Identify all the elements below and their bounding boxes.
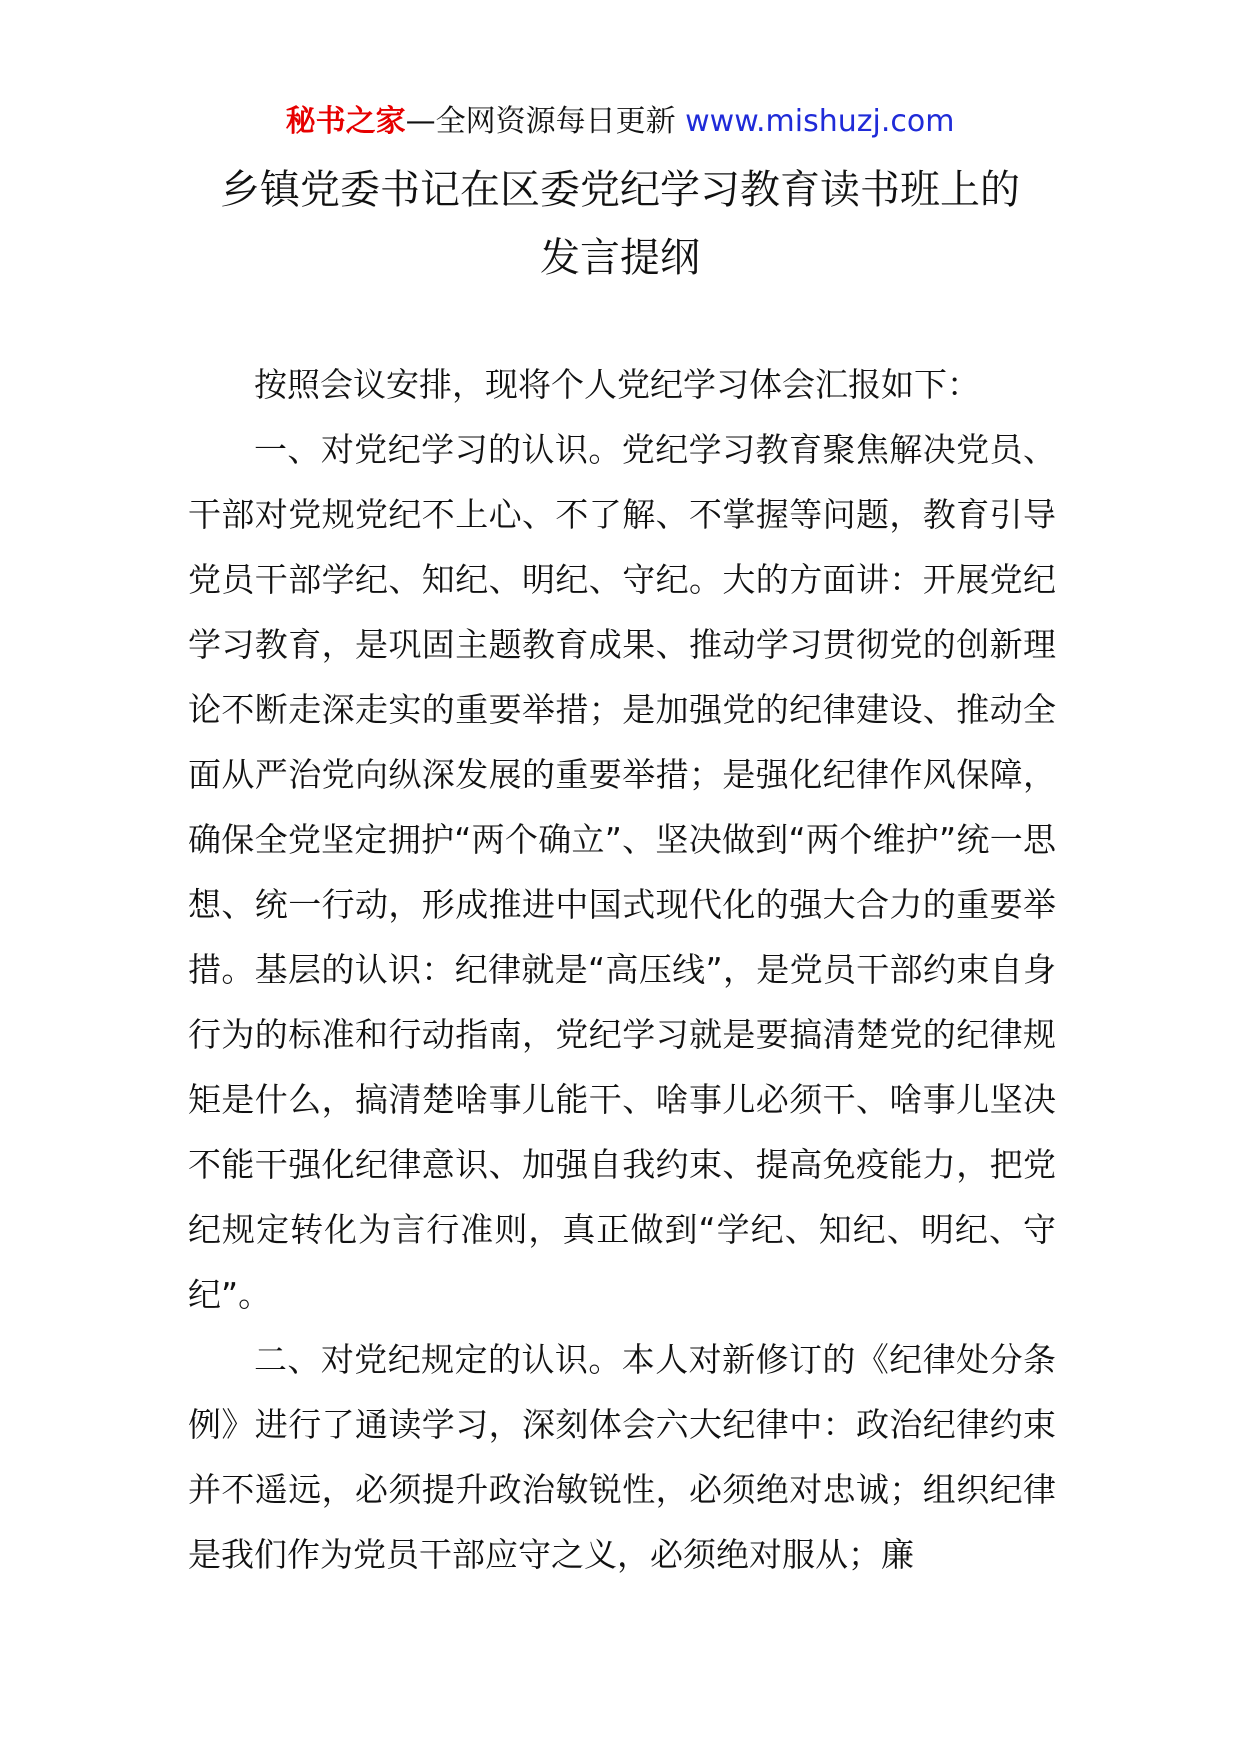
paragraph-section-2: 二、对党纪规定的认识。本人对新修订的《纪律处分条例》进行了通读学习，深刻体会六大纪律中：政治纪律约束并不遥远，必须提升政治敏锐性，必须绝对忠诚；组织纪律是我们作为党员干部应守之义，必须绝对服从；廉	[188, 1340, 1056, 1574]
document-body	[188, 352, 1056, 1587]
watermark-header	[0, 102, 1240, 142]
brand-tagline: —全网资源每日更新	[405, 104, 676, 139]
title-line-2: 发言提纲	[540, 235, 700, 281]
site-url[interactable]: www.mishuzj.com	[685, 104, 955, 139]
paragraph-intro: 按照会议安排，现将个人党纪学习体会汇报如下：	[254, 365, 980, 404]
paragraph-section-1: 一、对党纪学习的认识。党纪学习教育聚焦解决党员、干部对党规党纪不上心、不了解、不掌握等问题，教育引导党员干部学纪、知纪、明纪、守纪。大的方面讲：开展党纪学习教育，是巩固主题教育成果、推动学习贯彻党的创新理论不断走深走实的重要举措；是加强党的纪律建设、推动全面从严治党向纵深发展的重要举措；是强化纪律作风保障，确保全党坚定拥护“两个确立”、坚决做到“两个维护”统一思想、统一行动，形成推进中国式现代化的强大合力的重要举措。基层的认识：纪律就是“高压线”，是党员干部约束自身行为的标准和行动指南，党纪学习就是要搞清楚党的纪律规矩是什么，搞清楚啥事儿能干、啥事儿必须干、啥事儿坚决不能干强化纪律意识、加强自我约束、提高免疫能力，把党纪规定转化为言行准则，真正做到“学纪、知纪、明纪、守纪”。	[188, 430, 1056, 1314]
brand-name: 秘书之家	[285, 104, 406, 139]
title-line-1: 乡镇党委书记在区委党纪学习教育读书班上的	[220, 167, 1020, 213]
document-title	[0, 156, 1240, 292]
